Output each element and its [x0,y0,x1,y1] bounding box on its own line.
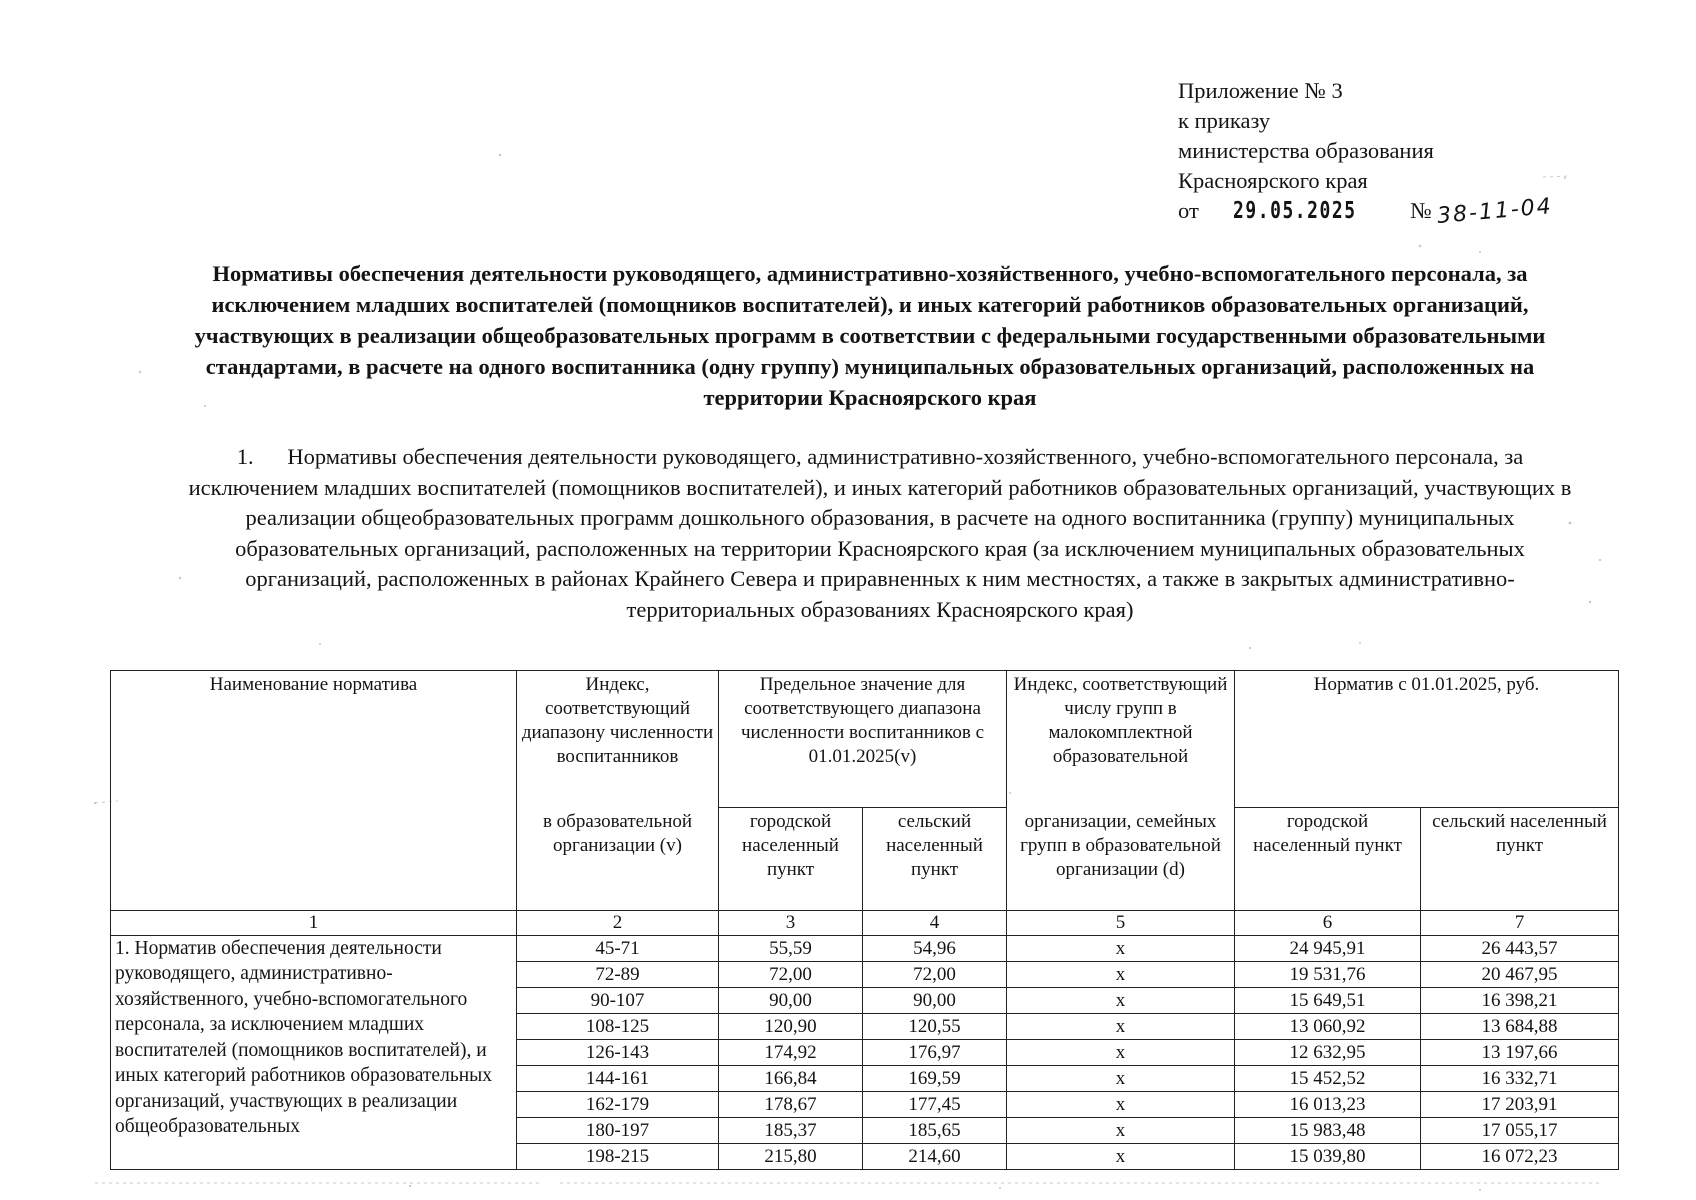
header-norm-urban: городской населенный пункт [1235,808,1421,911]
header-index-top: Индекс, соответствующий диапазону численности воспитанников [517,671,719,808]
norm-urban-cell: 12 632,95 [1235,1039,1421,1065]
norm-rural-cell: 16 398,21 [1421,987,1619,1013]
header-name: Наименование норматива [111,671,517,911]
norm-rural-cell: 16 072,23 [1421,1143,1619,1169]
norm-rural-cell: 16 332,71 [1421,1065,1619,1091]
limit-rural-cell: 120,55 [863,1013,1007,1039]
header-limit-rural: сельский населенный пункт [863,808,1007,911]
group-index-cell: x [1007,1143,1235,1169]
range-cell: 162-179 [517,1091,719,1117]
limit-urban-cell: 166,84 [719,1065,863,1091]
group-index-cell: x [1007,1013,1235,1039]
limit-urban-cell: 72,00 [719,961,863,987]
document-title: Нормативы обеспечения деятельности руководящего, административно-хозяйственного, учебно-вспомогательного персонала, за исключением младших воспитателей (помощников воспитателей), и иных категорий работников образовательных организаций, участвующих в реализации общеобразовательных программ в соответствии с федеральными государственными образовательными стандартами, в расчете на одного воспитанника (одну группу) муниципальных образовательных организаций, расположенных на территории Красноярского края [194,261,1546,410]
number-prefix: № [1410,198,1432,223]
range-cell: 180-197 [517,1117,719,1143]
range-cell: 90-107 [517,987,719,1013]
header-norm: Норматив с 01.01.2025, руб. [1235,671,1619,808]
limit-rural-cell: 72,00 [863,961,1007,987]
col-number-4: 4 [863,910,1007,935]
range-cell: 72-89 [517,961,719,987]
group-index-cell: x [1007,961,1235,987]
order-date: 29.05.2025 [1232,198,1357,224]
limit-rural-cell: 185,65 [863,1117,1007,1143]
range-cell: 144-161 [517,1065,719,1091]
col-number-1: 1 [111,910,517,935]
norm-urban-cell: 15 452,52 [1235,1065,1421,1091]
norm-rural-cell: 17 203,91 [1421,1091,1619,1117]
limit-rural-cell: 90,00 [863,987,1007,1013]
norm-urban-cell: 13 060,92 [1235,1013,1421,1039]
header-index-bottom: в образовательной организации (v) [517,808,719,911]
norm-rural-cell: 20 467,95 [1421,961,1619,987]
limit-urban-cell: 178,67 [719,1091,863,1117]
col-number-2: 2 [517,910,719,935]
group-index-cell: x [1007,987,1235,1013]
annex-region: Красноярского края [1178,168,1368,193]
norm-rural-cell: 13 684,88 [1421,1013,1619,1039]
group-index-cell: x [1007,1117,1235,1143]
norm-urban-cell: 15 039,80 [1235,1143,1421,1169]
norm-urban-cell: 15 983,48 [1235,1117,1421,1143]
norm-rural-cell: 13 197,66 [1421,1039,1619,1065]
col-number-7: 7 [1421,910,1619,935]
limit-rural-cell: 169,59 [863,1065,1007,1091]
range-cell: 126-143 [517,1039,719,1065]
header-norm-rural: сельский населенный пункт [1421,808,1619,911]
group-index-cell: x [1007,1065,1235,1091]
limit-rural-cell: 214,60 [863,1143,1007,1169]
norm-urban-cell: 15 649,51 [1235,987,1421,1013]
limit-rural-cell: 176,97 [863,1039,1007,1065]
annex-title: Приложение № 3 [1178,78,1343,103]
limit-urban-cell: 215,80 [719,1143,863,1169]
annex-to-order: к приказу [1178,108,1271,133]
range-cell: 198-215 [517,1143,719,1169]
norm-urban-cell: 19 531,76 [1235,961,1421,987]
limit-urban-cell: 90,00 [719,987,863,1013]
header-limit-urban: городской населенный пункт [719,808,863,911]
norm-urban-cell: 16 013,23 [1235,1091,1421,1117]
limit-urban-cell: 120,90 [719,1013,863,1039]
range-cell: 108-125 [517,1013,719,1039]
section-text: Нормативы обеспечения деятельности руководящего, административно-хозяйственного, учебно-вспомогательного персонала, за исключением младших воспитателей (помощников воспитателей), и иных категорий работников образовательных организаций, участвующих в реализации общеобразовательных программ дошкольного образования, в расчете на одного воспитанника (группу) муниципальных образовательных организаций, расположенных на территории Красноярского края (за исключением муниципальных образовательных организаций, расположенных в районах Крайнего Севера и приравненных к ним местностях, а также в закрытых административно-территориальных образованиях Красноярского края) [188,444,1572,622]
limit-urban-cell: 185,37 [719,1117,863,1143]
col-number-6: 6 [1235,910,1421,935]
group-index-cell: x [1007,1091,1235,1117]
norm-name: 1. Норматив обеспечения деятельности руководящего, административно-хозяйственного, учебно-вспомогательного персонала, за исключением младших воспитателей (помощников воспитателей), и иных категорий работников образовательных организаций, участвующих в реализации общеобразовательных [111,935,517,1169]
limit-urban-cell: 55,59 [719,935,863,961]
header-group-index-bottom: организации, семейных групп в образовательной организации (d) [1007,808,1235,911]
header-group-index-top: Индекс, соответствующий числу групп в малокомплектной образовательной [1007,671,1235,808]
group-index-cell: x [1007,935,1235,961]
norm-rural-cell: 26 443,57 [1421,935,1619,961]
order-number: 38-11-04 [1436,194,1555,230]
col-number-5: 5 [1007,910,1235,935]
range-cell: 45-71 [517,935,719,961]
section-number: 1. [236,444,254,469]
limit-rural-cell: 177,45 [863,1091,1007,1117]
limit-urban-cell: 174,92 [719,1039,863,1065]
norm-rural-cell: 17 055,17 [1421,1117,1619,1143]
date-prefix: от [1178,198,1199,223]
norm-urban-cell: 24 945,91 [1235,935,1421,961]
limit-rural-cell: 54,96 [863,935,1007,961]
annex-ministry: министерства образования [1178,138,1434,163]
header-limit: Предельное значение для соответствующего диапазона численности воспитанников с 01.01.2025(v) [719,671,1007,808]
group-index-cell: x [1007,1039,1235,1065]
col-number-3: 3 [719,910,863,935]
